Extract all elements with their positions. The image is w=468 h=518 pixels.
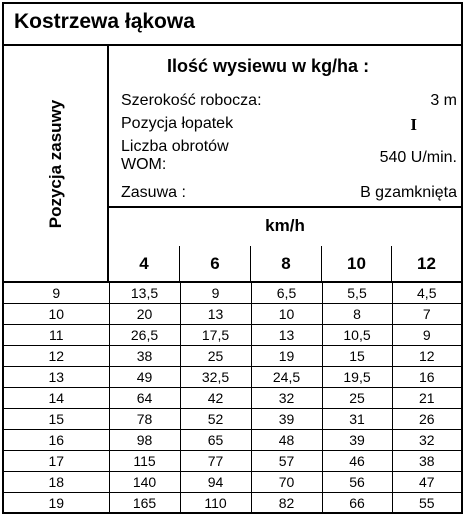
rate-cell: 25 (322, 388, 392, 409)
rate-cell: 13 (180, 304, 251, 325)
speed-8: 8 (281, 254, 291, 273)
rate-cell: 4,5 (392, 283, 461, 304)
rate-cell: 140 (109, 472, 180, 493)
rate-cell: 78 (109, 409, 180, 430)
slide-position-cell: 13 (4, 367, 109, 388)
slide-value: B gzamknięta (360, 184, 457, 201)
rate-cell: 65 (180, 430, 251, 451)
rate-cell: 32 (392, 430, 461, 451)
rate-cell: 9 (180, 283, 251, 304)
rate-cell: 10,5 (322, 325, 392, 346)
rate-cell: 82 (251, 493, 322, 514)
pto-speed-label-line2: WOM: (121, 156, 167, 173)
speed-10: 10 (347, 254, 366, 273)
slide-position-cell: 18 (4, 472, 109, 493)
rate-cell: 46 (322, 451, 392, 472)
rate-cell: 20 (109, 304, 180, 325)
rate-cell: 38 (109, 346, 180, 367)
pto-speed-value: 540 U/min. (379, 149, 457, 166)
rate-cell: 49 (109, 367, 180, 388)
settings-heading: Ilość wysiewu w kg/ha : (167, 56, 370, 76)
speed-unit: km/h (265, 216, 305, 235)
rate-cell: 94 (180, 472, 251, 493)
slide-position-cell: 17 (4, 451, 109, 472)
speed-12: 12 (417, 254, 436, 273)
pto-speed-label-line1: Liczba obrotów (121, 138, 229, 155)
rate-cell: 56 (322, 472, 392, 493)
table-row (4, 388, 461, 409)
slide-position-cell: 11 (4, 325, 109, 346)
slide-position-cell: 10 (4, 304, 109, 325)
pto-speed-row (121, 138, 457, 178)
blade-position-value: I (410, 115, 417, 134)
working-width-row (121, 92, 457, 112)
rate-cell: 48 (251, 430, 322, 451)
rate-cell: 19 (251, 346, 322, 367)
rate-cell: 8 (322, 304, 392, 325)
rate-cell: 39 (251, 409, 322, 430)
slide-label: Zasuwa : (121, 184, 186, 201)
blade-position-row (121, 115, 457, 135)
rate-cell: 13,5 (109, 283, 180, 304)
seeding-rate-table (4, 283, 461, 513)
rate-cell: 98 (109, 430, 180, 451)
rate-cell: 26,5 (109, 325, 180, 346)
rate-cell: 16 (392, 367, 461, 388)
table-row (4, 304, 461, 325)
rate-cell: 5,5 (322, 283, 392, 304)
table-row (4, 367, 461, 388)
rate-cell: 19,5 (322, 367, 392, 388)
rate-cell: 7 (392, 304, 461, 325)
rate-cell: 64 (109, 388, 180, 409)
rate-cell: 6,5 (251, 283, 322, 304)
table-row (4, 493, 461, 514)
slide-position-cell: 19 (4, 493, 109, 514)
rate-cell: 25 (180, 346, 251, 367)
rate-cell: 39 (322, 430, 392, 451)
pto-speed-label (121, 138, 229, 174)
table-row (4, 283, 461, 304)
rate-cell: 9 (392, 325, 461, 346)
slide-position-cell: 15 (4, 409, 109, 430)
rate-cell: 12 (392, 346, 461, 367)
rate-cell: 52 (180, 409, 251, 430)
blade-position-label: Pozycja łopatek (121, 115, 234, 132)
row-axis-label: Pozycja zasuwy (45, 99, 65, 228)
rate-cell: 77 (180, 451, 251, 472)
rate-cell: 24,5 (251, 367, 322, 388)
row-axis-header (4, 46, 109, 283)
table-row (4, 451, 461, 472)
rate-cell: 17,5 (180, 325, 251, 346)
rate-cell: 66 (322, 493, 392, 514)
rate-cell: 26 (392, 409, 461, 430)
slide-position-cell: 9 (4, 283, 109, 304)
rate-cell: 21 (392, 388, 461, 409)
rate-cell: 10 (251, 304, 322, 325)
rate-cell: 13 (251, 325, 322, 346)
working-width-value: 3 m (430, 92, 457, 109)
rate-cell: 38 (392, 451, 461, 472)
rate-cell: 55 (392, 493, 461, 514)
slide-position-cell: 16 (4, 430, 109, 451)
table-row (4, 409, 461, 430)
rate-cell: 42 (180, 388, 251, 409)
slide-position-cell: 12 (4, 346, 109, 367)
slide-position-cell: 14 (4, 388, 109, 409)
rate-cell: 32,5 (180, 367, 251, 388)
rate-cell: 32 (251, 388, 322, 409)
slide-row (121, 184, 457, 204)
table-row (4, 472, 461, 493)
seeding-rate-sheet (2, 2, 463, 514)
sheet-title: Kostrzewa łąkowa (4, 4, 461, 46)
rate-cell: 15 (322, 346, 392, 367)
rate-cell: 57 (251, 451, 322, 472)
rate-cell: 31 (322, 409, 392, 430)
settings-panel (109, 46, 461, 208)
speed-6: 6 (210, 254, 220, 273)
rate-cell: 115 (109, 451, 180, 472)
table-row (4, 346, 461, 367)
speed-header (109, 208, 461, 283)
rate-cell: 47 (392, 472, 461, 493)
rate-cell: 165 (109, 493, 180, 514)
speed-4: 4 (139, 254, 149, 273)
rate-cell: 70 (251, 472, 322, 493)
rate-cell: 110 (180, 493, 251, 514)
working-width-label: Szerokość robocza: (121, 92, 262, 109)
table-row (4, 325, 461, 346)
table-row (4, 430, 461, 451)
